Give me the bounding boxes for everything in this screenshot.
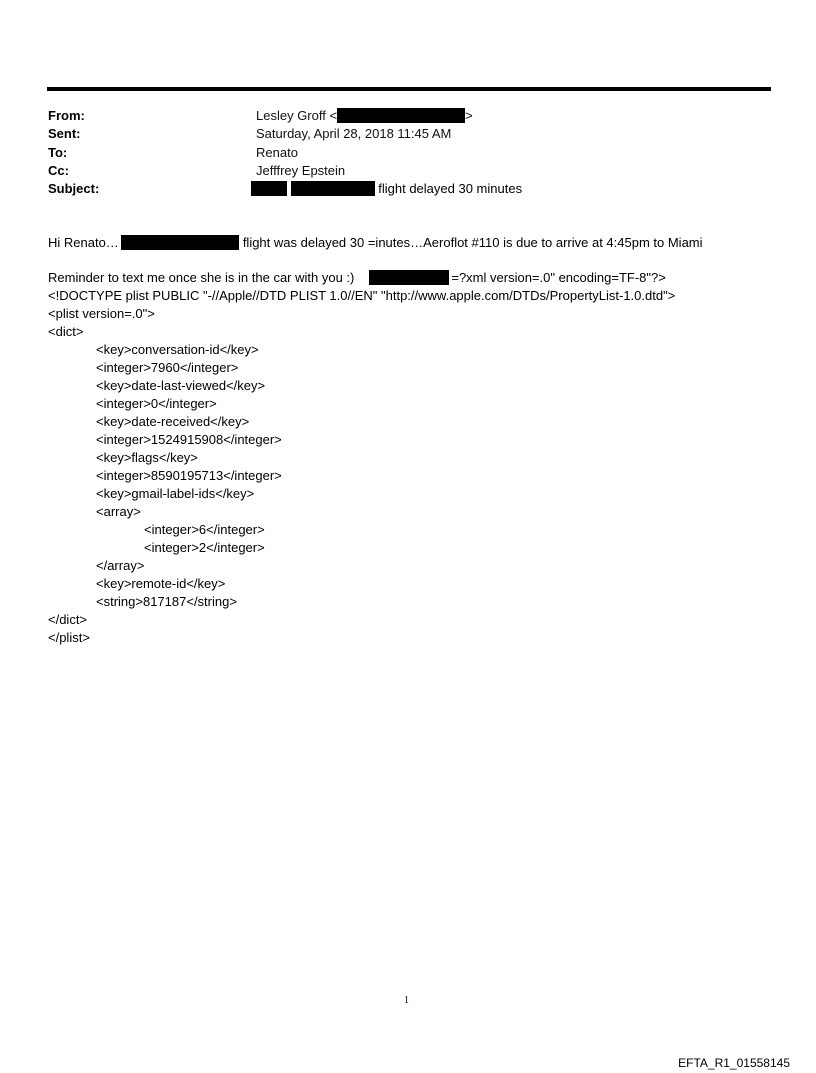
- plist-line: <key>date-last-viewed</key>: [96, 378, 266, 393]
- sent-label: Sent:: [48, 126, 81, 141]
- greeting: Hi Renato…: [48, 235, 119, 250]
- subject-text: flight delayed 30 minutes: [378, 181, 523, 196]
- plist-line: <integer>7960</integer>: [96, 360, 239, 375]
- plist-line: <integer>8590195713</integer>: [96, 468, 282, 483]
- plist-line: </array>: [96, 558, 145, 573]
- plist-line: <integer>2</integer>: [144, 540, 265, 555]
- redaction-box: [121, 235, 239, 250]
- bates-number: EFTA_R1_01558145: [678, 1056, 790, 1070]
- body-line-1: [48, 234, 703, 252]
- header-rule: [47, 87, 771, 91]
- sent-value: Saturday, April 28, 2018 11:45 AM: [256, 126, 452, 141]
- page-number: 1: [404, 995, 409, 1006]
- from-value: [256, 107, 473, 125]
- plist-line: <key>remote-id</key>: [96, 576, 226, 591]
- plist-line: <key>flags</key>: [96, 450, 198, 465]
- body-text: =?xml version=.0" encoding=TF-8"?>: [451, 270, 666, 285]
- plist-line: <!DOCTYPE plist PUBLIC "-//Apple//DTD PLIST 1.0//EN" "http://www.apple.com/DTDs/PropertyList-1.0.dtd">: [48, 288, 676, 303]
- plist-line: <string>817187</string>: [96, 594, 237, 609]
- body-text: flight was delayed 30 =inutes…Aeroflot #110 is due to arrive at 4:45pm to Miami: [242, 235, 703, 250]
- to-value: Renato: [256, 145, 298, 160]
- plist-line: <integer>0</integer>: [96, 396, 217, 411]
- from-label: From:: [48, 108, 85, 123]
- redaction-box: [337, 108, 465, 123]
- redaction-box: [369, 270, 449, 285]
- plist-line: </dict>: [48, 612, 88, 627]
- body-line-2: [48, 269, 666, 287]
- plist-line: <key>date-received</key>: [96, 414, 250, 429]
- plist-line: <dict>: [48, 324, 84, 339]
- from-name: Lesley Groff <: [256, 108, 338, 123]
- redaction-box: [251, 181, 287, 196]
- to-label: To:: [48, 145, 68, 160]
- plist-line: <key>gmail-label-ids</key>: [96, 486, 255, 501]
- plist-line: </plist>: [48, 630, 90, 645]
- plist-line: <key>conversation-id</key>: [96, 342, 259, 357]
- cc-value: Jefffrey Epstein: [256, 163, 346, 178]
- body-text: Reminder to text me once she is in the car with you :): [48, 270, 355, 285]
- from-close: >: [465, 108, 473, 123]
- plist-line: <plist version=.0">: [48, 306, 155, 321]
- subject-value: [251, 180, 522, 198]
- cc-label: Cc:: [48, 163, 69, 178]
- plist-line: <array>: [96, 504, 141, 519]
- redaction-box: [291, 181, 375, 196]
- plist-line: <integer>6</integer>: [144, 522, 265, 537]
- plist-line: <integer>1524915908</integer>: [96, 432, 282, 447]
- subject-label: Subject:: [48, 181, 100, 196]
